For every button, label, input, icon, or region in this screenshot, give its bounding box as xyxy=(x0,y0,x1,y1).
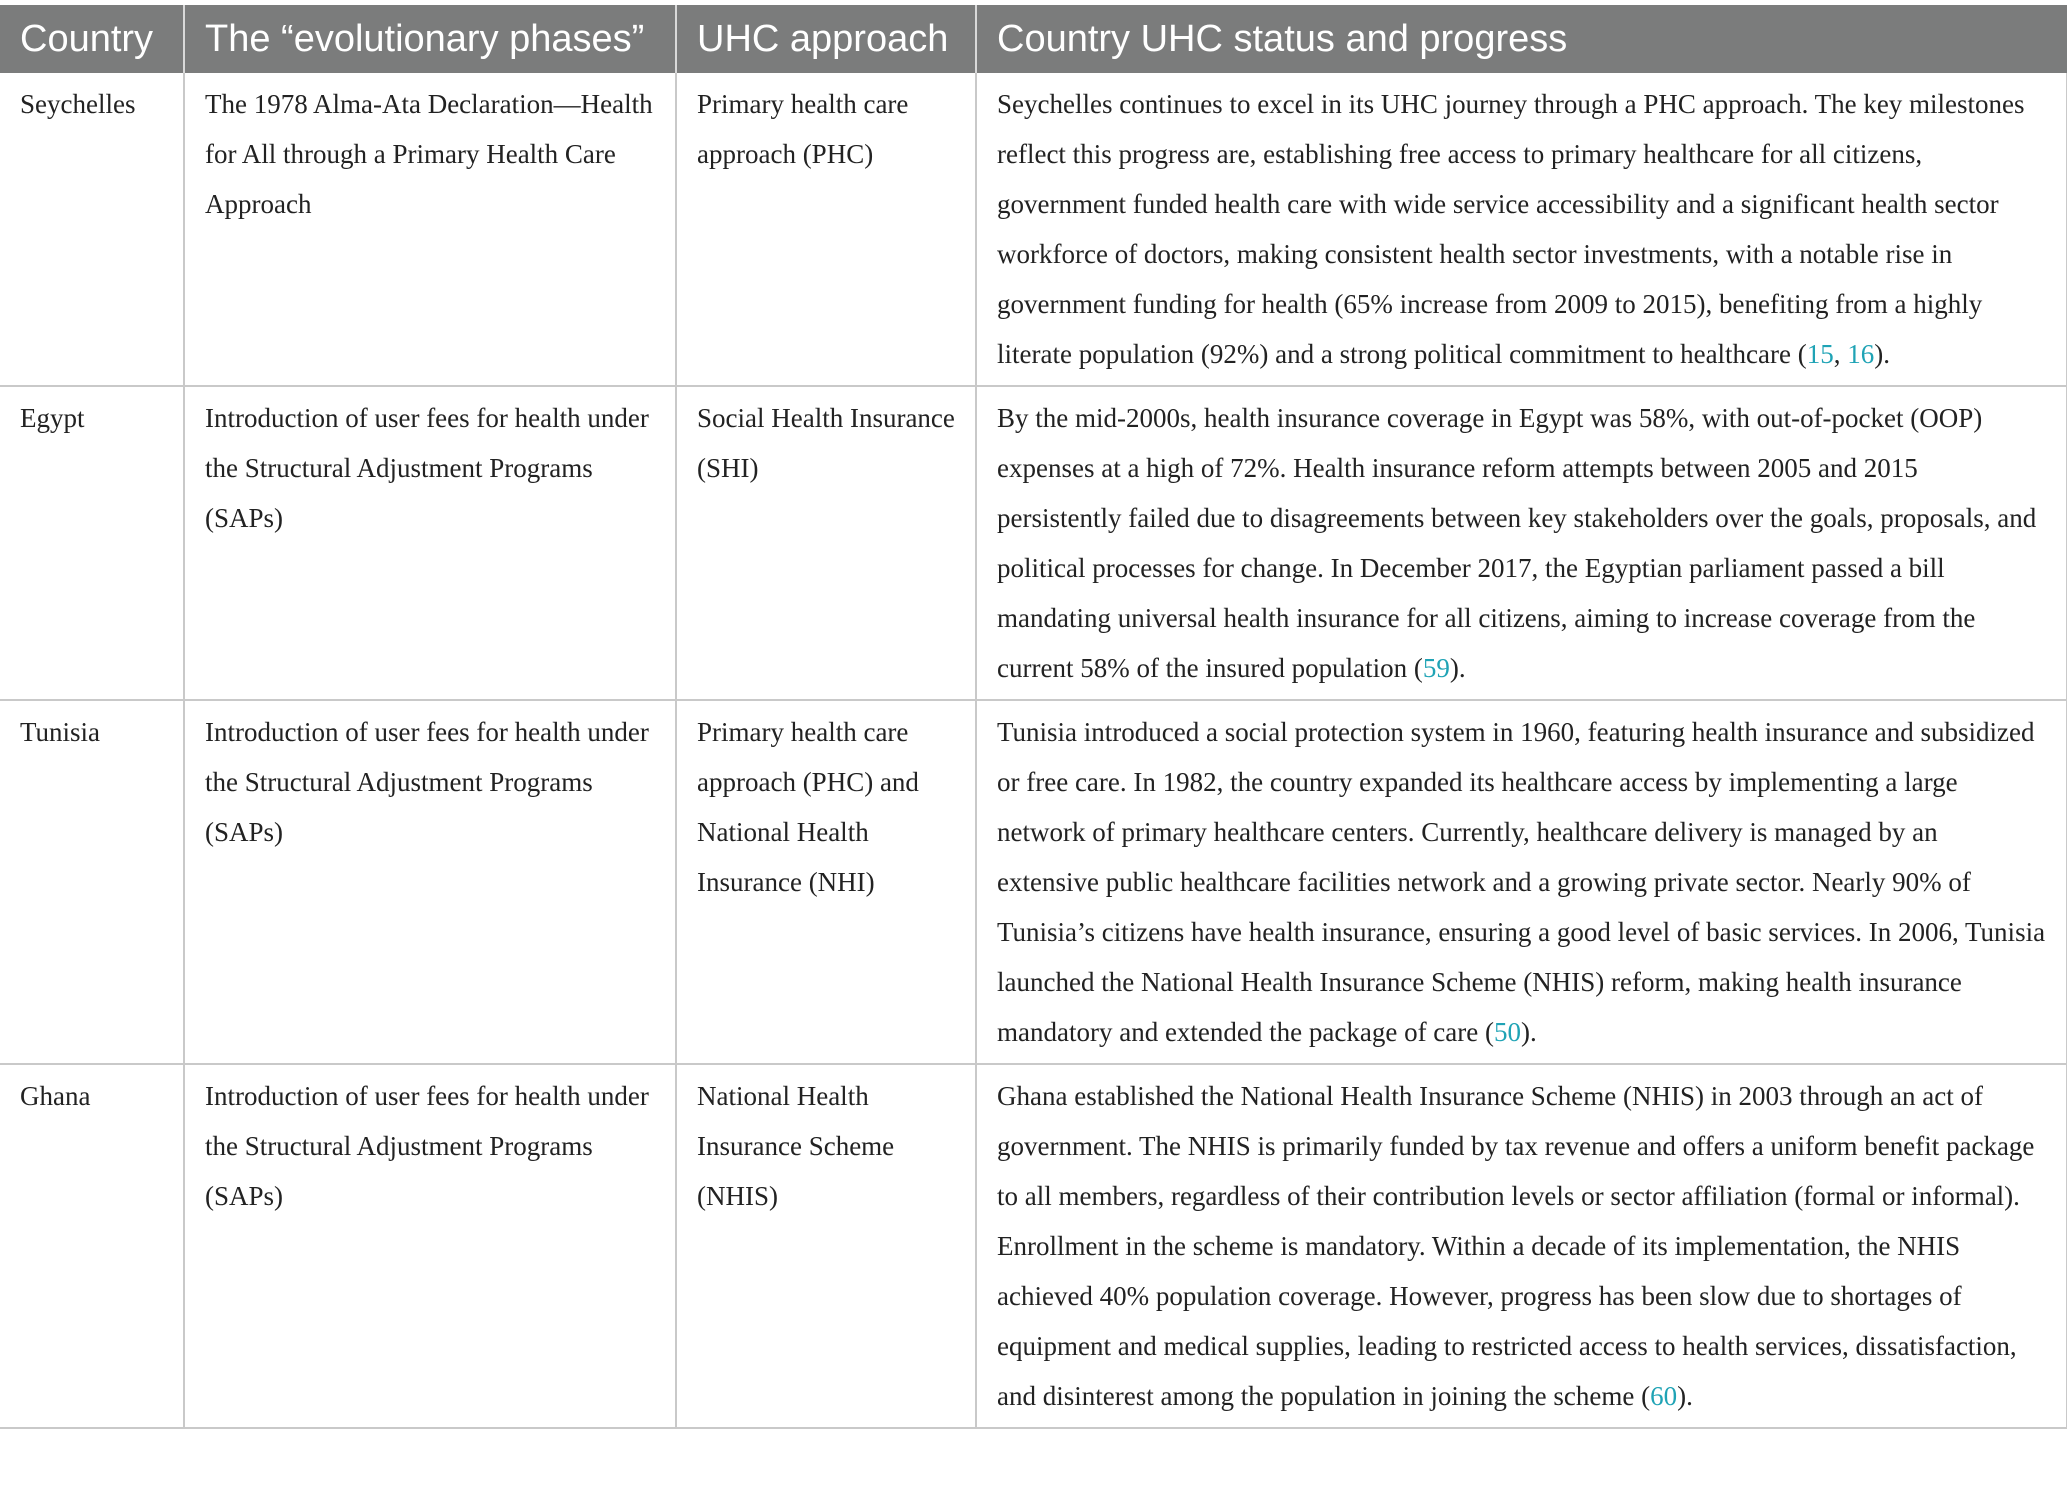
status-text: Tunisia introduced a social protection system in 1960, featuring health insurance and subsidized or free care. In 1982, the country expanded its healthcare access by implementing a large network of primary healthcare centers. Currently, healthcare delivery is managed by an extensive public healthcare facilities network and a growing private sector. Nearly 90% of Tunisia’s citizens have health insurance, ensuring a good level of basic services. In 2006, Tunisia launched the National Health Insurance Scheme (NHIS) reform, making health insurance mandatory and extended the package of care ( xyxy=(997,717,2046,1047)
cell-approach: Primary health care approach (PHC) xyxy=(676,73,976,386)
status-text-end: ). xyxy=(1677,1381,1693,1411)
status-text-end: ). xyxy=(1521,1017,1537,1047)
status-text-end: ). xyxy=(1874,339,1890,369)
header-evolutionary-phases: The “evolutionary phases” xyxy=(184,5,676,73)
table-row xyxy=(0,1064,2067,1428)
cell-approach: National Health Insurance Scheme (NHIS) xyxy=(676,1064,976,1428)
cell-status: Seychelles continues to excel in its UHC journey through a PHC approach. The key milestones reflect this progress are, establishing free access to primary healthcare for all citizens, government funded health care with wide service accessibility and a significant health sector workforce of doctors, making consistent health sector investments, with a notable rise in government funding for health (65% increase from 2009 to 2015), benefiting from a highly literate population (92%) and a strong political commitment to healthcare (15, 16). xyxy=(976,73,2067,386)
cell-country: Seychelles xyxy=(0,73,184,386)
table-row xyxy=(0,73,2067,386)
cell-phase: Introduction of user fees for health under the Structural Adjustment Programs (SAPs) xyxy=(184,700,676,1064)
header-country: Country xyxy=(0,5,184,73)
cell-country: Egypt xyxy=(0,386,184,700)
table-header xyxy=(0,5,2067,73)
table-row xyxy=(0,386,2067,700)
reference-link[interactable]: 16 xyxy=(1847,339,1875,369)
cell-status xyxy=(976,700,2067,1064)
cell-country: Tunisia xyxy=(0,700,184,1064)
cell-country: Ghana xyxy=(0,1064,184,1428)
table-body xyxy=(0,73,2067,1428)
header-row xyxy=(0,5,2067,73)
cell-phase: Introduction of user fees for health under the Structural Adjustment Programs (SAPs) xyxy=(184,386,676,700)
reference-link[interactable]: 50 xyxy=(1494,1017,1521,1047)
reference-link[interactable]: 15 xyxy=(1806,339,1834,369)
cell-approach: Social Health Insurance (SHI) xyxy=(676,386,976,700)
status-text: Ghana established the National Health Insurance Scheme (NHIS) in 2003 through an act of government. The NHIS is primarily funded by tax revenue and offers a uniform benefit package to all members, regardless of their contribution levels or sector affiliation (formal or informal). Enrollment in the scheme is mandatory. Within a decade of its implementation, the NHIS achieved 40% population coverage. However, progress has been slow due to shortages of equipment and medical supplies, leading to restricted access to health services, dissatisfaction, and disinterest among the population in joining the scheme ( xyxy=(997,1081,2035,1411)
cell-approach: Primary health care approach (PHC) and National Health Insurance (NHI) xyxy=(676,700,976,1064)
uhc-comparison-table xyxy=(0,5,2067,1429)
status-text: By the mid-2000s, health insurance coverage in Egypt was 58%, with out-of-pocket (OOP) expenses at a high of 72%. Health insurance reform attempts between 2005 and 2015 persistently failed due to disagreements between key stakeholders over the goals, proposals, and political processes for change. In December 2017, the Egyptian parliament passed a bill mandating universal health insurance for all citizens, aiming to increase coverage from the current 58% of the insured population ( xyxy=(997,403,2037,683)
cell-phase: The 1978 Alma-Ata Declaration—Health for All through a Primary Health Care Approach xyxy=(184,73,676,386)
table-row xyxy=(0,700,2067,1064)
reference-link[interactable]: 60 xyxy=(1650,1381,1678,1411)
header-uhc-approach: UHC approach xyxy=(676,5,976,73)
status-text: Seychelles continues to excel in its UHC journey through a PHC approach. The key milestones reflect this progress are, establishing free access to primary healthcare for all citizens, government funded health care with wide service accessibility and a significant health sector workforce of doctors, making consistent health sector investments, with a notable rise in government funding for health (65% increase from 2009 to 2015), benefiting from a highly literate population (92%) and a strong political commitment to healthcare ( xyxy=(997,89,2025,369)
header-uhc-status: Country UHC status and progress xyxy=(976,5,2067,73)
cell-phase: Introduction of user fees for health under the Structural Adjustment Programs (SAPs) xyxy=(184,1064,676,1428)
status-text-end: ). xyxy=(1449,653,1466,683)
reference-link[interactable]: 59 xyxy=(1422,653,1450,683)
cell-status xyxy=(976,1064,2067,1428)
cell-status xyxy=(976,386,2067,700)
